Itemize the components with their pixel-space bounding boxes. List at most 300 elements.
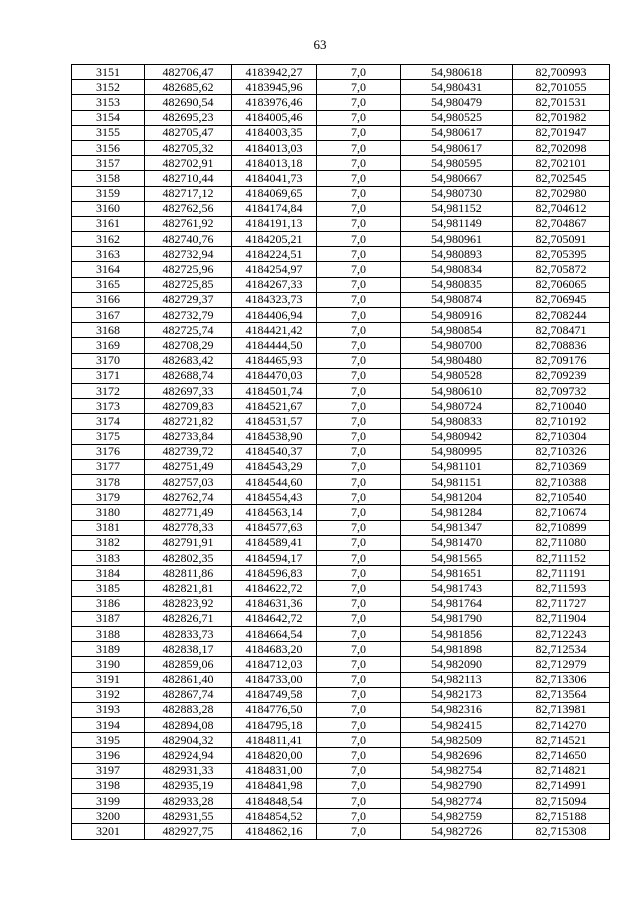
point-number-cell: 3161	[72, 216, 145, 231]
table-row	[72, 444, 610, 459]
x-coordinate-cell: 482721,82	[145, 414, 232, 429]
table-row	[72, 672, 610, 687]
longitude-cell: 82,710192	[513, 414, 610, 429]
latitude-cell: 54,982316	[401, 702, 513, 717]
y-coordinate-cell: 4184664,54	[232, 626, 317, 641]
y-coordinate-cell: 4184191,13	[232, 216, 317, 231]
height-cell: 7,0	[317, 399, 401, 414]
table-row	[72, 353, 610, 368]
y-coordinate-cell: 4184444,50	[232, 338, 317, 353]
y-coordinate-cell: 4184540,37	[232, 444, 317, 459]
longitude-cell: 82,704867	[513, 216, 610, 231]
longitude-cell: 82,702980	[513, 186, 610, 201]
longitude-cell: 82,709176	[513, 353, 610, 368]
x-coordinate-cell: 482771,49	[145, 505, 232, 520]
x-coordinate-cell: 482751,49	[145, 459, 232, 474]
x-coordinate-cell: 482802,35	[145, 551, 232, 566]
height-cell: 7,0	[317, 778, 401, 793]
point-number-cell: 3157	[72, 156, 145, 171]
longitude-cell: 82,706065	[513, 277, 610, 292]
x-coordinate-cell: 482838,17	[145, 642, 232, 657]
height-cell: 7,0	[317, 459, 401, 474]
y-coordinate-cell: 4184631,36	[232, 596, 317, 611]
point-number-cell: 3167	[72, 308, 145, 323]
y-coordinate-cell: 4184820,00	[232, 748, 317, 763]
point-number-cell: 3160	[72, 201, 145, 216]
point-number-cell: 3174	[72, 414, 145, 429]
x-coordinate-cell: 482821,81	[145, 581, 232, 596]
x-coordinate-cell: 482867,74	[145, 687, 232, 702]
y-coordinate-cell: 4184501,74	[232, 383, 317, 398]
table-row	[72, 718, 610, 733]
point-number-cell: 3193	[72, 702, 145, 717]
longitude-cell: 82,706945	[513, 292, 610, 307]
longitude-cell: 82,710304	[513, 429, 610, 444]
latitude-cell: 54,981284	[401, 505, 513, 520]
table-row	[72, 611, 610, 626]
latitude-cell: 54,980916	[401, 308, 513, 323]
latitude-cell: 54,980961	[401, 232, 513, 247]
point-number-cell: 3201	[72, 824, 145, 839]
latitude-cell: 54,981856	[401, 626, 513, 641]
latitude-cell: 54,980942	[401, 429, 513, 444]
height-cell: 7,0	[317, 520, 401, 535]
table-row	[72, 156, 610, 171]
longitude-cell: 82,710674	[513, 505, 610, 520]
table-row	[72, 535, 610, 550]
x-coordinate-cell: 482710,44	[145, 171, 232, 186]
height-cell: 7,0	[317, 642, 401, 657]
height-cell: 7,0	[317, 551, 401, 566]
longitude-cell: 82,712243	[513, 626, 610, 641]
longitude-cell: 82,711904	[513, 611, 610, 626]
table-row	[72, 216, 610, 231]
table-row	[72, 475, 610, 490]
coordinates-table	[71, 64, 610, 840]
height-cell: 7,0	[317, 475, 401, 490]
latitude-cell: 54,982415	[401, 718, 513, 733]
y-coordinate-cell: 4184733,00	[232, 672, 317, 687]
x-coordinate-cell: 482725,85	[145, 277, 232, 292]
y-coordinate-cell: 4184577,63	[232, 520, 317, 535]
latitude-cell: 54,982726	[401, 824, 513, 839]
longitude-cell: 82,711593	[513, 581, 610, 596]
table-row	[72, 778, 610, 793]
point-number-cell: 3166	[72, 292, 145, 307]
y-coordinate-cell: 4184406,94	[232, 308, 317, 323]
longitude-cell: 82,710899	[513, 520, 610, 535]
longitude-cell: 82,710540	[513, 490, 610, 505]
point-number-cell: 3168	[72, 323, 145, 338]
point-number-cell: 3156	[72, 140, 145, 155]
latitude-cell: 54,982759	[401, 809, 513, 824]
x-coordinate-cell: 482833,73	[145, 626, 232, 641]
point-number-cell: 3173	[72, 399, 145, 414]
x-coordinate-cell: 482688,74	[145, 368, 232, 383]
latitude-cell: 54,980617	[401, 125, 513, 140]
x-coordinate-cell: 482725,96	[145, 262, 232, 277]
table-row	[72, 824, 610, 839]
point-number-cell: 3162	[72, 232, 145, 247]
point-number-cell: 3179	[72, 490, 145, 505]
point-number-cell: 3176	[72, 444, 145, 459]
latitude-cell: 54,980730	[401, 186, 513, 201]
table-row	[72, 581, 610, 596]
y-coordinate-cell: 4184421,42	[232, 323, 317, 338]
table-row	[72, 414, 610, 429]
table-row	[72, 140, 610, 155]
latitude-cell: 54,981651	[401, 566, 513, 581]
longitude-cell: 82,702101	[513, 156, 610, 171]
longitude-cell: 82,705091	[513, 232, 610, 247]
x-coordinate-cell: 482861,40	[145, 672, 232, 687]
point-number-cell: 3154	[72, 110, 145, 125]
point-number-cell: 3190	[72, 657, 145, 672]
x-coordinate-cell: 482695,23	[145, 110, 232, 125]
latitude-cell: 54,980618	[401, 65, 513, 80]
table-row	[72, 232, 610, 247]
y-coordinate-cell: 4184174,84	[232, 201, 317, 216]
point-number-cell: 3177	[72, 459, 145, 474]
point-number-cell: 3191	[72, 672, 145, 687]
page-number: 63	[313, 37, 327, 52]
latitude-cell: 54,981764	[401, 596, 513, 611]
height-cell: 7,0	[317, 490, 401, 505]
longitude-cell: 82,713306	[513, 672, 610, 687]
table-row	[72, 65, 610, 80]
table-row	[72, 186, 610, 201]
longitude-cell: 82,704612	[513, 201, 610, 216]
y-coordinate-cell: 4184013,03	[232, 140, 317, 155]
point-number-cell: 3175	[72, 429, 145, 444]
y-coordinate-cell: 4184544,60	[232, 475, 317, 490]
point-number-cell: 3151	[72, 65, 145, 80]
x-coordinate-cell: 482740,76	[145, 232, 232, 247]
y-coordinate-cell: 4184848,54	[232, 794, 317, 809]
table-row	[72, 429, 610, 444]
longitude-cell: 82,713564	[513, 687, 610, 702]
table-row	[72, 505, 610, 520]
y-coordinate-cell: 4184862,16	[232, 824, 317, 839]
latitude-cell: 54,981898	[401, 642, 513, 657]
y-coordinate-cell: 4184776,50	[232, 702, 317, 717]
point-number-cell: 3153	[72, 95, 145, 110]
latitude-cell: 54,980480	[401, 353, 513, 368]
y-coordinate-cell: 4184543,29	[232, 459, 317, 474]
latitude-cell: 54,980833	[401, 414, 513, 429]
longitude-cell: 82,710369	[513, 459, 610, 474]
y-coordinate-cell: 4184594,17	[232, 551, 317, 566]
longitude-cell: 82,710040	[513, 399, 610, 414]
point-number-cell: 3197	[72, 763, 145, 778]
x-coordinate-cell: 482927,75	[145, 824, 232, 839]
longitude-cell: 82,715094	[513, 794, 610, 809]
longitude-cell: 82,714521	[513, 733, 610, 748]
x-coordinate-cell: 482706,47	[145, 65, 232, 80]
point-number-cell: 3158	[72, 171, 145, 186]
x-coordinate-cell: 482894,08	[145, 718, 232, 733]
y-coordinate-cell: 4183945,96	[232, 80, 317, 95]
latitude-cell: 54,982754	[401, 763, 513, 778]
x-coordinate-cell: 482702,91	[145, 156, 232, 171]
y-coordinate-cell: 4184749,58	[232, 687, 317, 702]
point-number-cell: 3171	[72, 368, 145, 383]
table-row	[72, 794, 610, 809]
height-cell: 7,0	[317, 247, 401, 262]
y-coordinate-cell: 4184041,73	[232, 171, 317, 186]
table-row	[72, 383, 610, 398]
y-coordinate-cell: 4184622,72	[232, 581, 317, 596]
longitude-cell: 82,715308	[513, 824, 610, 839]
x-coordinate-cell: 482725,74	[145, 323, 232, 338]
x-coordinate-cell: 482717,12	[145, 186, 232, 201]
latitude-cell: 54,980874	[401, 292, 513, 307]
longitude-cell: 82,709239	[513, 368, 610, 383]
table-row	[72, 748, 610, 763]
y-coordinate-cell: 4184683,20	[232, 642, 317, 657]
table-row	[72, 95, 610, 110]
point-number-cell: 3184	[72, 566, 145, 581]
height-cell: 7,0	[317, 65, 401, 80]
table-row	[72, 763, 610, 778]
longitude-cell: 82,702545	[513, 171, 610, 186]
x-coordinate-cell: 482778,33	[145, 520, 232, 535]
y-coordinate-cell: 4184841,98	[232, 778, 317, 793]
latitude-cell: 54,982774	[401, 794, 513, 809]
latitude-cell: 54,981149	[401, 216, 513, 231]
longitude-cell: 82,710388	[513, 475, 610, 490]
height-cell: 7,0	[317, 186, 401, 201]
y-coordinate-cell: 4184013,18	[232, 156, 317, 171]
height-cell: 7,0	[317, 596, 401, 611]
latitude-cell: 54,980893	[401, 247, 513, 262]
longitude-cell: 82,711080	[513, 535, 610, 550]
table-row	[72, 687, 610, 702]
height-cell: 7,0	[317, 444, 401, 459]
table-row	[72, 399, 610, 414]
x-coordinate-cell: 482705,32	[145, 140, 232, 155]
x-coordinate-cell: 482761,92	[145, 216, 232, 231]
x-coordinate-cell: 482935,19	[145, 778, 232, 793]
y-coordinate-cell: 4184005,46	[232, 110, 317, 125]
point-number-cell: 3194	[72, 718, 145, 733]
y-coordinate-cell: 4184254,97	[232, 262, 317, 277]
x-coordinate-cell: 482690,54	[145, 95, 232, 110]
point-number-cell: 3165	[72, 277, 145, 292]
latitude-cell: 54,980724	[401, 399, 513, 414]
latitude-cell: 54,980834	[401, 262, 513, 277]
height-cell: 7,0	[317, 368, 401, 383]
table-row	[72, 247, 610, 262]
table-row	[72, 292, 610, 307]
y-coordinate-cell: 4183942,27	[232, 65, 317, 80]
y-coordinate-cell: 4184069,65	[232, 186, 317, 201]
longitude-cell: 82,712979	[513, 657, 610, 672]
y-coordinate-cell: 4184538,90	[232, 429, 317, 444]
x-coordinate-cell: 482757,03	[145, 475, 232, 490]
x-coordinate-cell: 482826,71	[145, 611, 232, 626]
x-coordinate-cell: 482762,56	[145, 201, 232, 216]
y-coordinate-cell: 4184470,03	[232, 368, 317, 383]
height-cell: 7,0	[317, 95, 401, 110]
y-coordinate-cell: 4184596,83	[232, 566, 317, 581]
height-cell: 7,0	[317, 262, 401, 277]
table-row	[72, 566, 610, 581]
y-coordinate-cell: 4184267,33	[232, 277, 317, 292]
point-number-cell: 3189	[72, 642, 145, 657]
height-cell: 7,0	[317, 535, 401, 550]
height-cell: 7,0	[317, 687, 401, 702]
table-row	[72, 338, 610, 353]
x-coordinate-cell: 482708,29	[145, 338, 232, 353]
table-row	[72, 308, 610, 323]
y-coordinate-cell: 4184854,52	[232, 809, 317, 824]
latitude-cell: 54,982696	[401, 748, 513, 763]
x-coordinate-cell: 482823,92	[145, 596, 232, 611]
height-cell: 7,0	[317, 429, 401, 444]
latitude-cell: 54,980667	[401, 171, 513, 186]
longitude-cell: 82,705395	[513, 247, 610, 262]
x-coordinate-cell: 482733,84	[145, 429, 232, 444]
table-row	[72, 733, 610, 748]
table-row	[72, 262, 610, 277]
x-coordinate-cell: 482791,91	[145, 535, 232, 550]
point-number-cell: 3199	[72, 794, 145, 809]
table-row	[72, 323, 610, 338]
height-cell: 7,0	[317, 353, 401, 368]
x-coordinate-cell: 482933,28	[145, 794, 232, 809]
y-coordinate-cell: 4184712,03	[232, 657, 317, 672]
latitude-cell: 54,980610	[401, 383, 513, 398]
height-cell: 7,0	[317, 201, 401, 216]
latitude-cell: 54,981204	[401, 490, 513, 505]
height-cell: 7,0	[317, 566, 401, 581]
longitude-cell: 82,708471	[513, 323, 610, 338]
y-coordinate-cell: 4184554,43	[232, 490, 317, 505]
y-coordinate-cell: 4184642,72	[232, 611, 317, 626]
y-coordinate-cell: 4184531,57	[232, 414, 317, 429]
point-number-cell: 3195	[72, 733, 145, 748]
longitude-cell: 82,710326	[513, 444, 610, 459]
y-coordinate-cell: 4184795,18	[232, 718, 317, 733]
table-row	[72, 596, 610, 611]
height-cell: 7,0	[317, 80, 401, 95]
table-row	[72, 657, 610, 672]
x-coordinate-cell: 482732,94	[145, 247, 232, 262]
height-cell: 7,0	[317, 794, 401, 809]
x-coordinate-cell: 482685,62	[145, 80, 232, 95]
longitude-cell: 82,709732	[513, 383, 610, 398]
longitude-cell: 82,714270	[513, 718, 610, 733]
x-coordinate-cell: 482811,86	[145, 566, 232, 581]
longitude-cell: 82,715188	[513, 809, 610, 824]
height-cell: 7,0	[317, 216, 401, 231]
longitude-cell: 82,712534	[513, 642, 610, 657]
table-row	[72, 702, 610, 717]
height-cell: 7,0	[317, 505, 401, 520]
height-cell: 7,0	[317, 657, 401, 672]
y-coordinate-cell: 4184811,41	[232, 733, 317, 748]
table-row	[72, 80, 610, 95]
table-row	[72, 551, 610, 566]
height-cell: 7,0	[317, 125, 401, 140]
latitude-cell: 54,982173	[401, 687, 513, 702]
latitude-cell: 54,980528	[401, 368, 513, 383]
table-row	[72, 277, 610, 292]
point-number-cell: 3187	[72, 611, 145, 626]
point-number-cell: 3182	[72, 535, 145, 550]
point-number-cell: 3172	[72, 383, 145, 398]
y-coordinate-cell: 4183976,46	[232, 95, 317, 110]
latitude-cell: 54,980595	[401, 156, 513, 171]
y-coordinate-cell: 4184224,51	[232, 247, 317, 262]
x-coordinate-cell: 482859,06	[145, 657, 232, 672]
y-coordinate-cell: 4184831,00	[232, 763, 317, 778]
height-cell: 7,0	[317, 110, 401, 125]
table-row	[72, 490, 610, 505]
point-number-cell: 3178	[72, 475, 145, 490]
table-row	[72, 642, 610, 657]
table-row	[72, 110, 610, 125]
point-number-cell: 3198	[72, 778, 145, 793]
height-cell: 7,0	[317, 824, 401, 839]
x-coordinate-cell: 482705,47	[145, 125, 232, 140]
height-cell: 7,0	[317, 292, 401, 307]
longitude-cell: 82,708836	[513, 338, 610, 353]
height-cell: 7,0	[317, 171, 401, 186]
x-coordinate-cell: 482739,72	[145, 444, 232, 459]
latitude-cell: 54,982113	[401, 672, 513, 687]
point-number-cell: 3181	[72, 520, 145, 535]
y-coordinate-cell: 4184563,14	[232, 505, 317, 520]
latitude-cell: 54,981790	[401, 611, 513, 626]
longitude-cell: 82,714991	[513, 778, 610, 793]
latitude-cell: 54,980835	[401, 277, 513, 292]
y-coordinate-cell: 4184323,73	[232, 292, 317, 307]
x-coordinate-cell: 482924,94	[145, 748, 232, 763]
point-number-cell: 3152	[72, 80, 145, 95]
longitude-cell: 82,711152	[513, 551, 610, 566]
height-cell: 7,0	[317, 611, 401, 626]
height-cell: 7,0	[317, 323, 401, 338]
latitude-cell: 54,982090	[401, 657, 513, 672]
x-coordinate-cell: 482904,32	[145, 733, 232, 748]
latitude-cell: 54,981101	[401, 459, 513, 474]
longitude-cell: 82,701947	[513, 125, 610, 140]
table-row	[72, 520, 610, 535]
latitude-cell: 54,981151	[401, 475, 513, 490]
latitude-cell: 54,982790	[401, 778, 513, 793]
point-number-cell: 3169	[72, 338, 145, 353]
height-cell: 7,0	[317, 626, 401, 641]
height-cell: 7,0	[317, 733, 401, 748]
height-cell: 7,0	[317, 748, 401, 763]
latitude-cell: 54,981743	[401, 581, 513, 596]
latitude-cell: 54,980479	[401, 95, 513, 110]
y-coordinate-cell: 4184521,67	[232, 399, 317, 414]
height-cell: 7,0	[317, 672, 401, 687]
x-coordinate-cell: 482697,33	[145, 383, 232, 398]
table-row	[72, 809, 610, 824]
x-coordinate-cell: 482709,83	[145, 399, 232, 414]
point-number-cell: 3196	[72, 748, 145, 763]
height-cell: 7,0	[317, 383, 401, 398]
longitude-cell: 82,701531	[513, 95, 610, 110]
longitude-cell: 82,713981	[513, 702, 610, 717]
latitude-cell: 54,980854	[401, 323, 513, 338]
point-number-cell: 3155	[72, 125, 145, 140]
height-cell: 7,0	[317, 140, 401, 155]
